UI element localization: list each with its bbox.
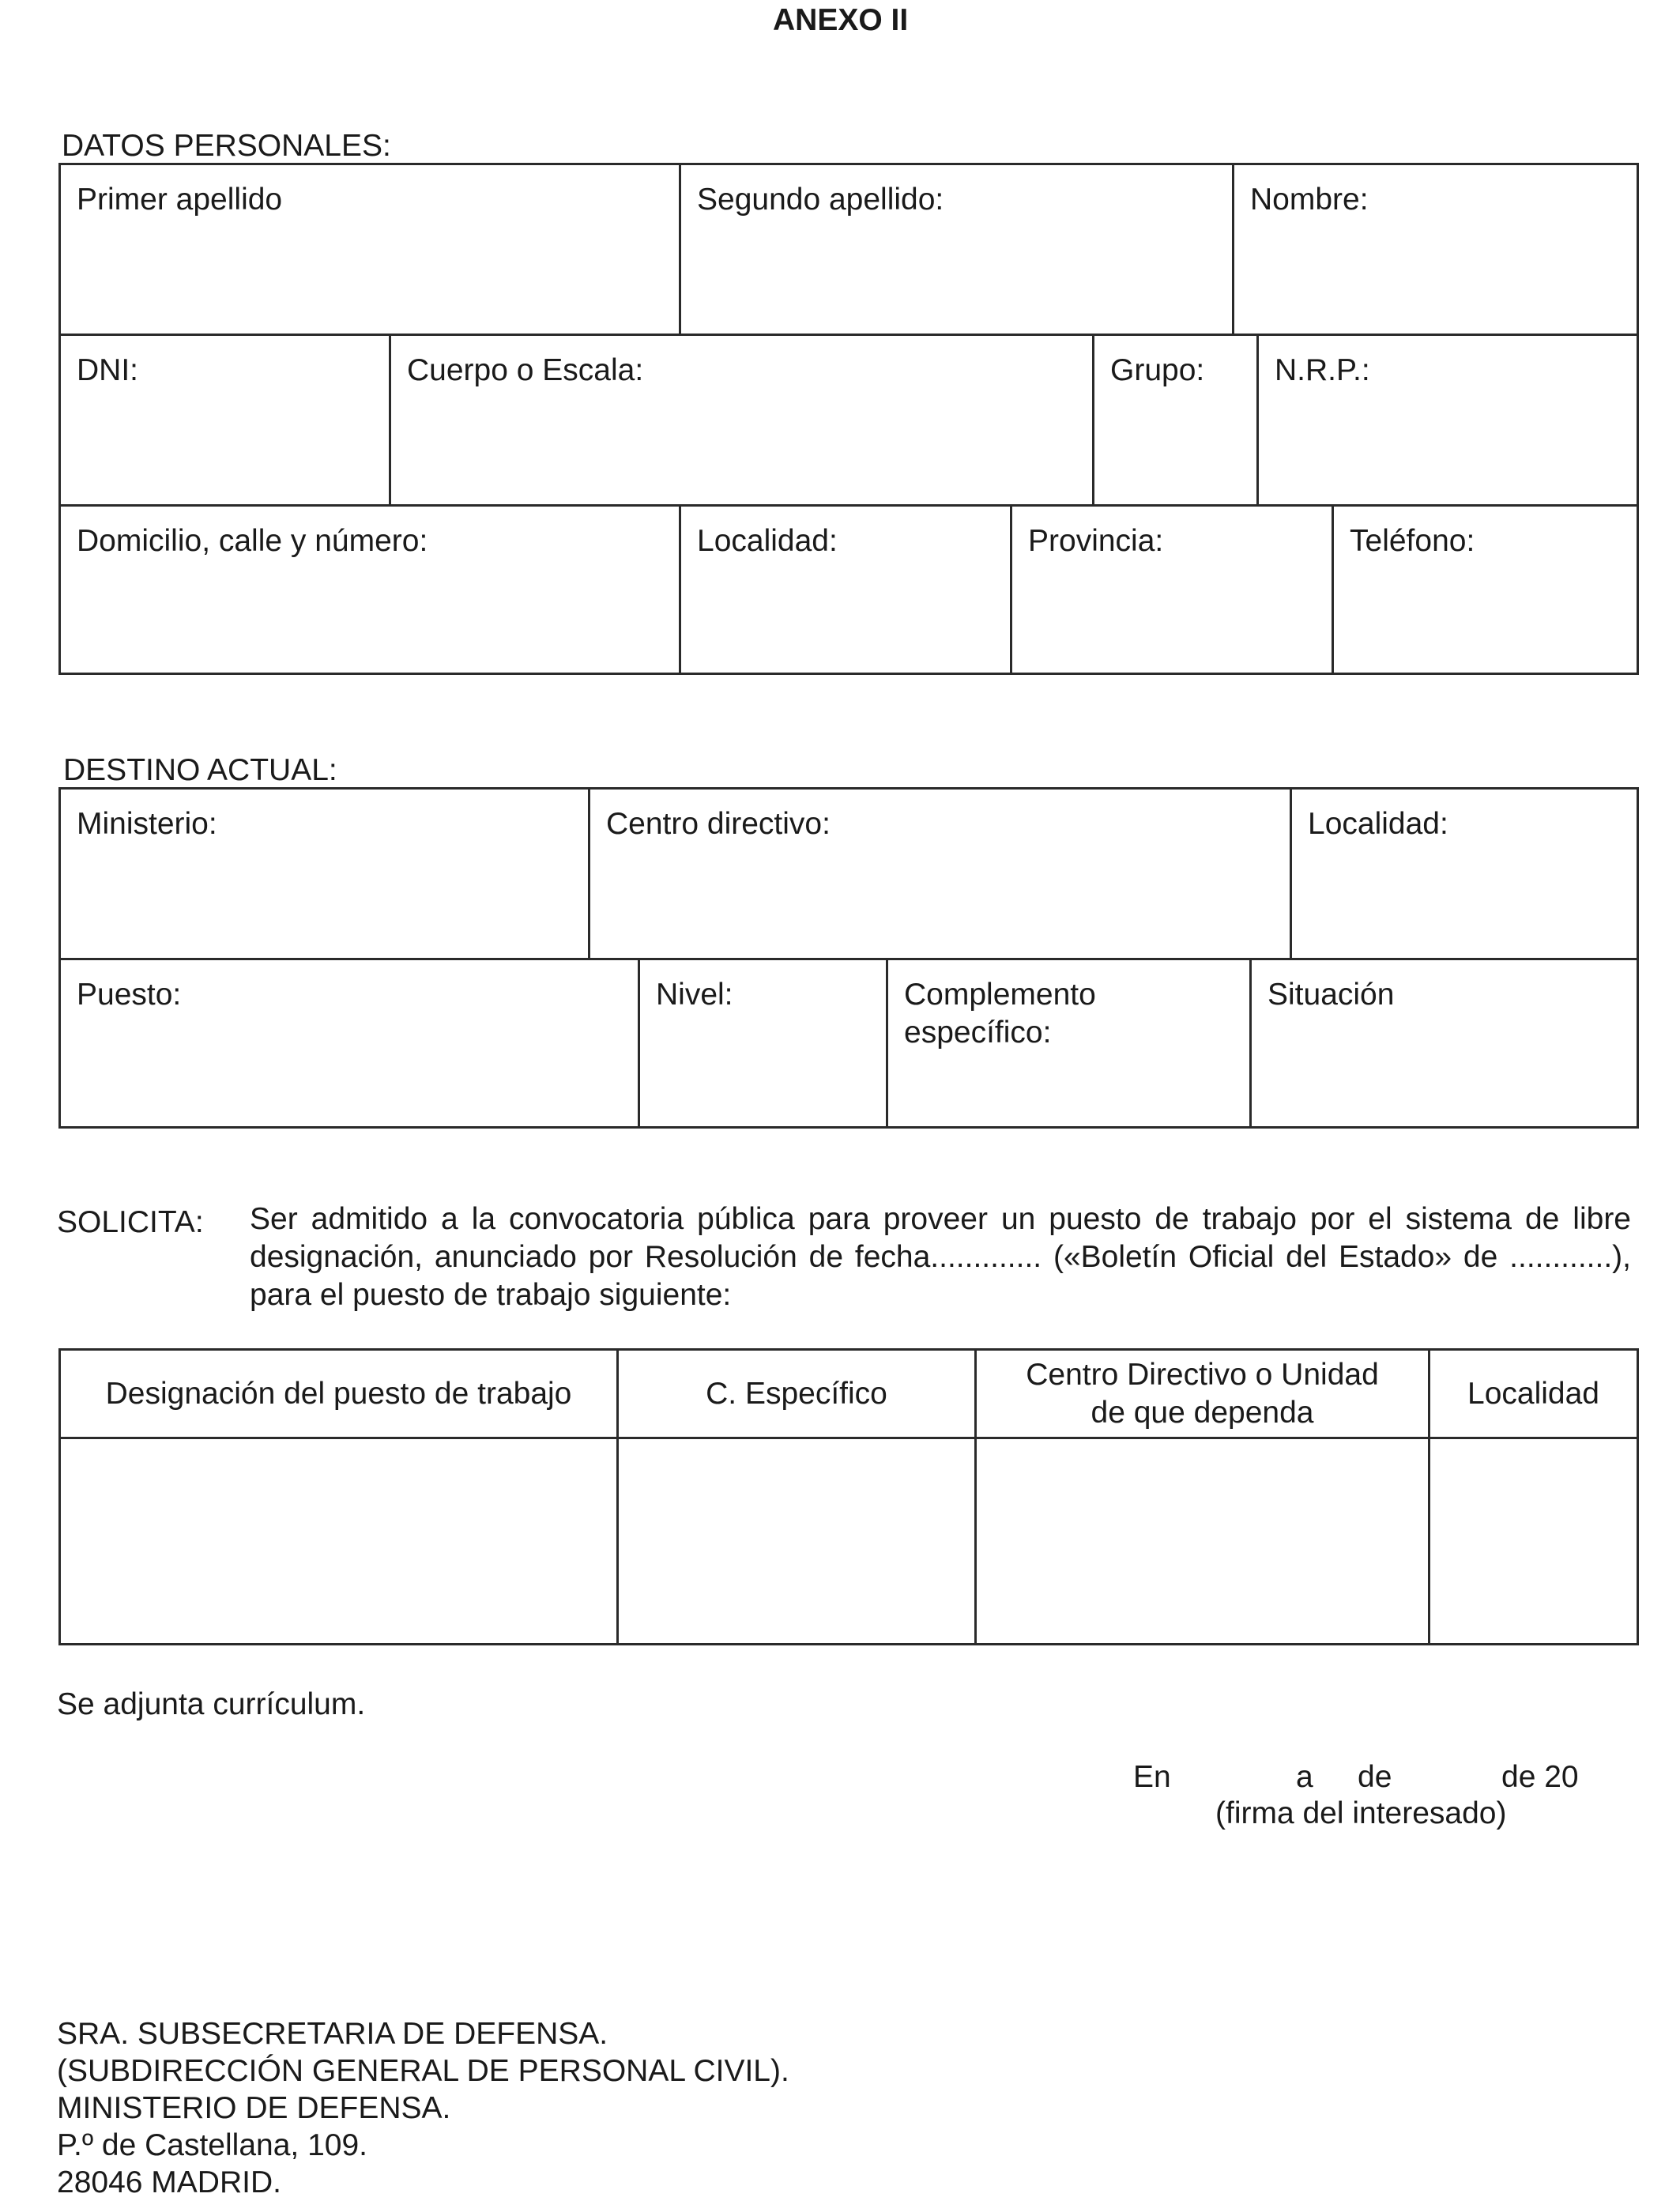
table-header-c-especifico: C. Específico (619, 1351, 977, 1439)
datos-personales-form (58, 163, 1639, 675)
address-line: (SUBDIRECCIÓN GENERAL DE PERSONAL CIVIL). (57, 2054, 789, 2088)
field-label: Localidad: (697, 524, 838, 558)
field-label: Ministerio: (77, 807, 217, 841)
field-segundo-apellido[interactable] (681, 165, 1234, 336)
field-label: Domicilio, calle y número: (77, 524, 428, 558)
field-label: Cuerpo o Escala: (407, 353, 644, 387)
page-title: ANEXO II (773, 3, 909, 37)
firma-de: de (1358, 1760, 1392, 1794)
field-dni[interactable] (61, 336, 391, 507)
puesto-table (58, 1348, 1639, 1645)
field-grupo[interactable] (1094, 336, 1259, 507)
field-nivel[interactable] (640, 960, 888, 1126)
field-label: Nombre: (1250, 183, 1369, 217)
firma-a: a (1296, 1760, 1313, 1794)
table-header-localidad: Localidad (1430, 1351, 1637, 1439)
field-ministerio[interactable] (61, 790, 590, 960)
table-header-centro-directivo: Centro Directivo o Unidad de que dependa (977, 1351, 1430, 1439)
field-label: Provincia: (1028, 524, 1164, 558)
field-provincia[interactable] (1012, 507, 1334, 673)
address-line: P.º de Castellana, 109. (57, 2128, 367, 2162)
field-label: Primer apellido (77, 183, 283, 217)
table-cell-designacion[interactable] (61, 1439, 619, 1643)
destinatario-address (57, 2015, 789, 2201)
field-label: Complemento específico: (904, 978, 1096, 1050)
firma-label: (firma del interesado) (1215, 1796, 1507, 1830)
field-primer-apellido[interactable] (61, 165, 681, 336)
table-cell-centro-directivo[interactable] (977, 1439, 1430, 1643)
field-label: Situación (1268, 978, 1395, 1012)
solicita-label: SOLICITA: (57, 1205, 204, 1239)
field-label: N.R.P.: (1275, 353, 1370, 387)
field-label: Centro directivo: (606, 807, 831, 841)
solicita-text: Ser admitido a la convocatoria pública para proveer un puesto de trabajo por el sistema de libre designación, anunciado por Resolución de fecha............. («Boletín Oficial del Estado» de ............), para el puesto de trabajo siguiente: (250, 1202, 1631, 1312)
table-cell-localidad[interactable] (1430, 1439, 1637, 1643)
table-header-designacion: Designación del puesto de trabajo (61, 1351, 619, 1439)
field-localidad[interactable] (681, 507, 1012, 673)
field-domicilio[interactable] (61, 507, 681, 673)
field-puesto[interactable] (61, 960, 640, 1126)
field-nombre[interactable] (1234, 165, 1637, 336)
field-label: Localidad: (1308, 807, 1448, 841)
destino-actual-form (58, 787, 1639, 1129)
address-line: SRA. SUBSECRETARIA DE DEFENSA. (57, 2017, 608, 2051)
field-cuerpo-escala[interactable] (391, 336, 1094, 507)
field-nrp[interactable] (1259, 336, 1637, 507)
field-situacion[interactable] (1252, 960, 1637, 1126)
firma-de-20: de 20 (1501, 1760, 1579, 1794)
field-label: DNI: (77, 353, 138, 387)
field-label: Teléfono: (1350, 524, 1475, 558)
address-line: 28046 MADRID. (57, 2165, 281, 2199)
firma-en: En (1133, 1760, 1171, 1794)
field-centro-directivo[interactable] (590, 790, 1292, 960)
field-complemento-especifico[interactable] (888, 960, 1252, 1126)
field-telefono[interactable] (1334, 507, 1637, 673)
table-cell-c-especifico[interactable] (619, 1439, 977, 1643)
field-label: Puesto: (77, 978, 182, 1012)
field-label: Nivel: (656, 978, 733, 1012)
field-localidad-destino[interactable] (1292, 790, 1637, 960)
adjunta-note: Se adjunta currículum. (57, 1687, 366, 1721)
section-heading-destino-actual: DESTINO ACTUAL: (63, 753, 337, 787)
field-label: Segundo apellido: (697, 183, 944, 217)
section-heading-datos-personales: DATOS PERSONALES: (62, 129, 391, 163)
address-line: MINISTERIO DE DEFENSA. (57, 2091, 451, 2125)
field-label: Grupo: (1110, 353, 1205, 387)
